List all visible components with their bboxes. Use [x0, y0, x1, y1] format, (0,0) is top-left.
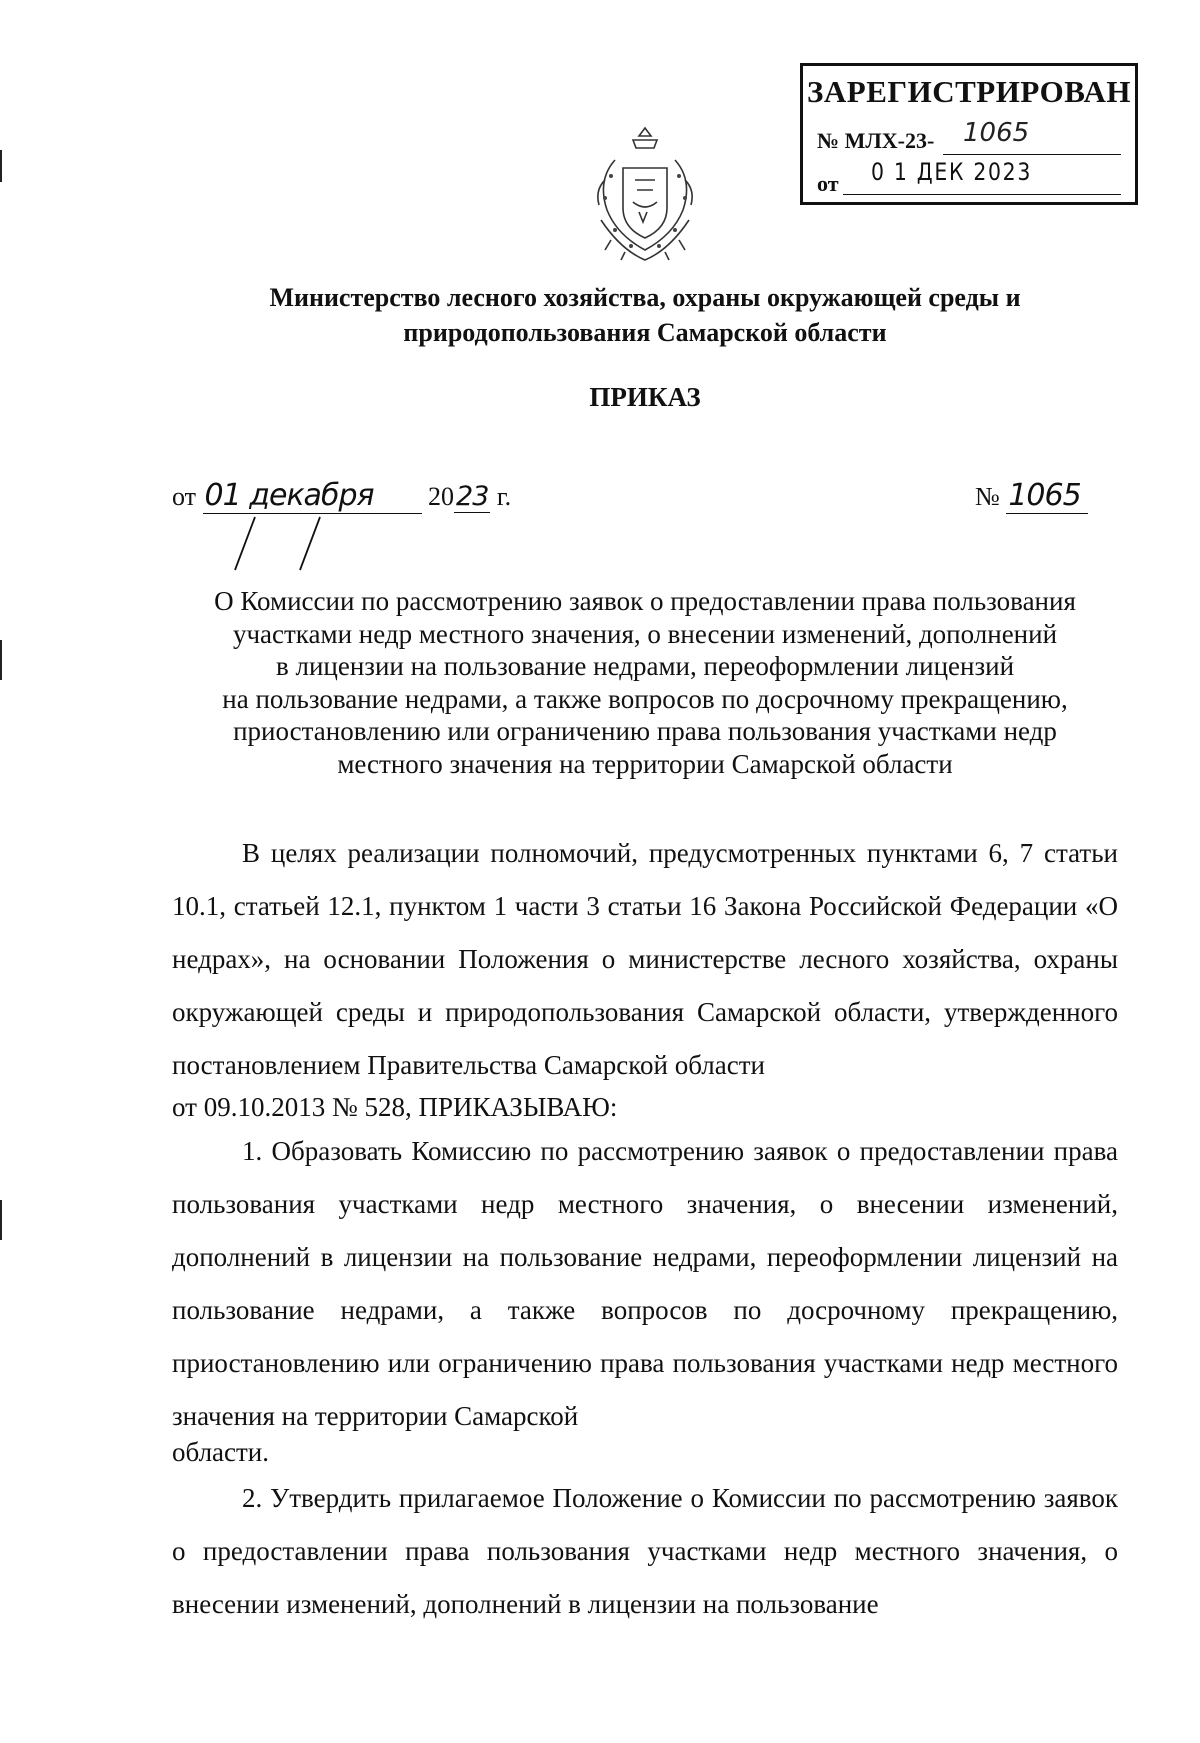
- scan-edge-mark: [0, 150, 2, 182]
- order-number-handwritten: 1065: [1006, 478, 1088, 514]
- order-subject: [172, 585, 1118, 780]
- year-unit: г.: [496, 482, 512, 511]
- number-label: №: [975, 482, 1000, 511]
- stamp-date-value: 0 1 ДЕК 2023: [871, 158, 1033, 186]
- handwriting-strokes: [225, 515, 335, 575]
- stamp-number-line: [943, 154, 1121, 155]
- subject-line: участками недр местного значения, о внесении изменений, дополнений: [232, 618, 1058, 649]
- preamble-paragraph: В целях реализации полномочий, предусмотренных пунктами 6, 7 статьи 10.1, статьей 12.1, пунктом 1 части 3 статьи 16 Закона Российской Федерации «О недрах», на основании Положения о министерстве лесного хозяйства, охраны окружающей среды и природопользования Самарской области, утвержденного постановлением Правительства Самарской области: [172, 838, 1118, 1080]
- item-1-tail: области.: [172, 1437, 270, 1467]
- scan-edge-mark: [0, 1200, 2, 1240]
- subject-line: местного значения на территории Самарской области: [337, 748, 953, 779]
- year-prefix: 20: [428, 482, 455, 511]
- item-2-paragraph: 2. Утвердить прилагаемое Положение о Комиссии по рассмотрению заявок о предоставлении права пользования участками недр местного значения, о внесении изменений, дополнений в лицензии на пользование: [172, 1483, 1118, 1619]
- subject-line: приостановлению или ограничению права пользования участками недр: [233, 716, 1057, 746]
- stamp-date-label: от: [817, 171, 839, 196]
- order-date: [172, 478, 511, 514]
- organization-name-line2: природопользования Самарской области: [403, 318, 887, 347]
- stamp-date-line: [843, 194, 1121, 195]
- date-prefix: от: [172, 482, 197, 511]
- subject-line: О Комиссии по рассмотрению заявок о предоставлении права пользования: [214, 586, 1076, 616]
- preamble-tail: от 09.10.2013 № 528, ПРИКАЗЫВАЮ:: [172, 1092, 618, 1122]
- registration-stamp: [800, 63, 1138, 205]
- date-day-month-handwritten: 01 декабря: [203, 478, 422, 514]
- stamp-number-label: № МЛХ-23-: [817, 128, 935, 153]
- subject-line: на пользование недрами, а также вопросов по досрочному прекращению,: [222, 683, 1068, 714]
- subject-line: в лицензии на пользование недрами, переоформлении лицензий: [275, 651, 1015, 681]
- item-1-paragraph: 1. Образовать Комиссию по рассмотрению заявок о предоставлении права пользования участками недр местного значения, о внесении изменений, дополнений в лицензии на пользование недрами, переоформлении лицензий на пользование недрами, а также вопросов по досрочному прекращению, приостановлению или ограничению права пользования участками недр местного значения на территории Самарской: [172, 1136, 1118, 1431]
- order-number: [975, 478, 1088, 514]
- document-type-title: ПРИКАЗ: [589, 382, 701, 412]
- year-suffix-handwritten: 23: [456, 481, 489, 512]
- stamp-title: ЗАРЕГИСТРИРОВАН: [807, 74, 1131, 109]
- scan-edge-mark: [0, 640, 2, 680]
- organization-name-line1: Министерство лесного хозяйства, охраны окружающей среды и: [269, 283, 1021, 312]
- stamp-number-handwritten: 1065: [963, 118, 1030, 148]
- coat-of-arms-emblem: [575, 120, 715, 270]
